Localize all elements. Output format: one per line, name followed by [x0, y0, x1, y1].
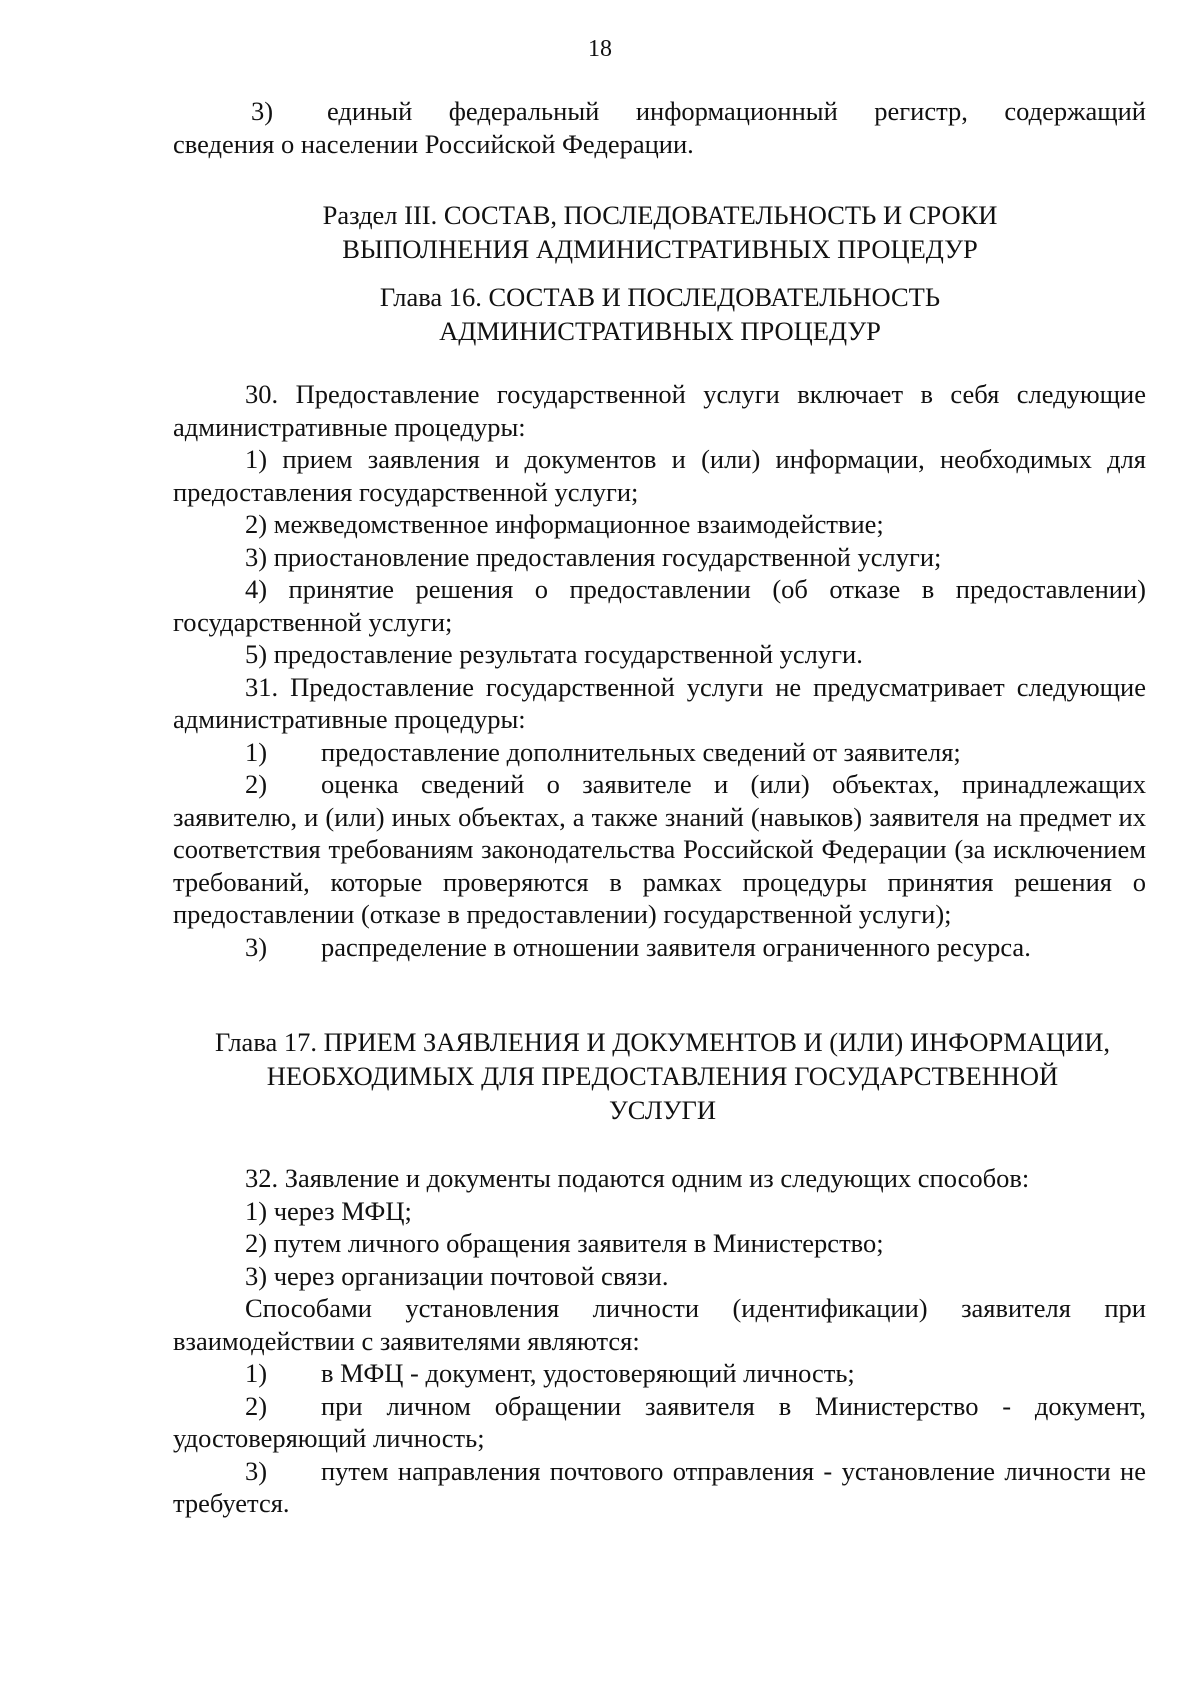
list-item: 2) при личном обращении заявителя в Министерство - документ, удостоверяющий личность;: [173, 1390, 1146, 1453]
paragraph-32-intro: 32. Заявление и документы подаются одним из следующих способов:: [245, 1163, 1030, 1193]
list-item: 4) принятие решения о предоставлении (об отказе в предоставлении) государственной услуги;: [173, 574, 1146, 637]
section-heading-line2: ВЫПОЛНЕНИЯ АДМИНИСТРАТИВНЫХ ПРОЦЕДУР: [342, 234, 978, 264]
list-item: 2) оценка сведений о заявителе и (или) объектах, принадлежащих заявителю, и (или) иных объектах, а также знаний (навыков) заявителя на предмет их соответствия требованиям законодательства Российской Федерации (за исключением требований, которые проверяются в рамках процедуры принятия решения о предоставлении (отказе в предоставлении) государственной услуги);: [173, 769, 1146, 929]
list-item: 3) распределение в отношении заявителя ограниченного ресурса.: [245, 931, 1031, 962]
list-item: 2) межведомственное информационное взаимодействие;: [245, 509, 884, 539]
chapter-16-line2: АДМИНИСТРАТИВНЫХ ПРОЦЕДУР: [439, 316, 881, 346]
page-number: 18: [588, 36, 612, 62]
item-number: 3): [251, 96, 274, 126]
paragraph-31-intro: 31. Предоставление государственной услуги не предусматривает следующие административные процедуры:: [173, 671, 1146, 734]
list-item: 5) предоставление результата государственной услуги.: [245, 639, 863, 669]
list-item: 1) предоставление дополнительных сведений от заявителя;: [245, 736, 961, 767]
section-heading: [180, 198, 1140, 266]
list-item: 1) через МФЦ;: [245, 1195, 412, 1226]
chapter-17-heading: [175, 1025, 1150, 1127]
chapter-16-heading: [280, 280, 1040, 348]
list-item: 3) через организации почтовой связи.: [245, 1260, 669, 1291]
chapter-17-line2: НЕОБХОДИМЫХ ДЛЯ ПРЕДОСТАВЛЕНИЯ ГОСУДАРСТВЕННОЙ: [266, 1061, 1059, 1091]
chapter-17-line3: УСЛУГИ: [609, 1095, 716, 1125]
paragraph-32: [173, 1162, 1146, 1520]
section-heading-line1: Раздел III. СОСТАВ, ПОСЛЕДОВАТЕЛЬНОСТЬ И СРОКИ: [322, 200, 998, 230]
chapter-17-line1: Глава 17. ПРИЕМ ЗАЯВЛЕНИЯ И ДОКУМЕНТОВ И (ИЛИ) ИНФОРМАЦИИ,: [215, 1027, 1110, 1057]
list-item: 3) путем направления почтового отправления - установление личности не требуется.: [173, 1455, 1146, 1518]
paragraphs-30-31: [173, 378, 1146, 963]
chapter-16-line1: Глава 16. СОСТАВ И ПОСЛЕДОВАТЕЛЬНОСТЬ: [379, 282, 941, 312]
paragraph-30-intro: 30. Предоставление государственной услуги включает в себя следующие административные процедуры:: [173, 379, 1146, 442]
list-item: 1) прием заявления и документов и (или) информации, необходимых для предоставления государственной услуги;: [173, 444, 1146, 507]
list-item: 3) приостановление предоставления государственной услуги;: [245, 541, 942, 572]
identification-intro: Способами установления личности (идентификации) заявителя при взаимодействии с заявителями являются:: [173, 1293, 1146, 1356]
intro-block: [173, 95, 1146, 160]
intro-item-3-line2: сведения о населении Российской Федерации.: [173, 128, 694, 159]
list-item: 1) в МФЦ - документ, удостоверяющий личность;: [245, 1358, 855, 1388]
list-item: 2) путем личного обращения заявителя в Министерство;: [245, 1228, 884, 1258]
intro-item-3-line1: 3) единый федеральный информационный регистр, содержащий: [251, 96, 1146, 126]
